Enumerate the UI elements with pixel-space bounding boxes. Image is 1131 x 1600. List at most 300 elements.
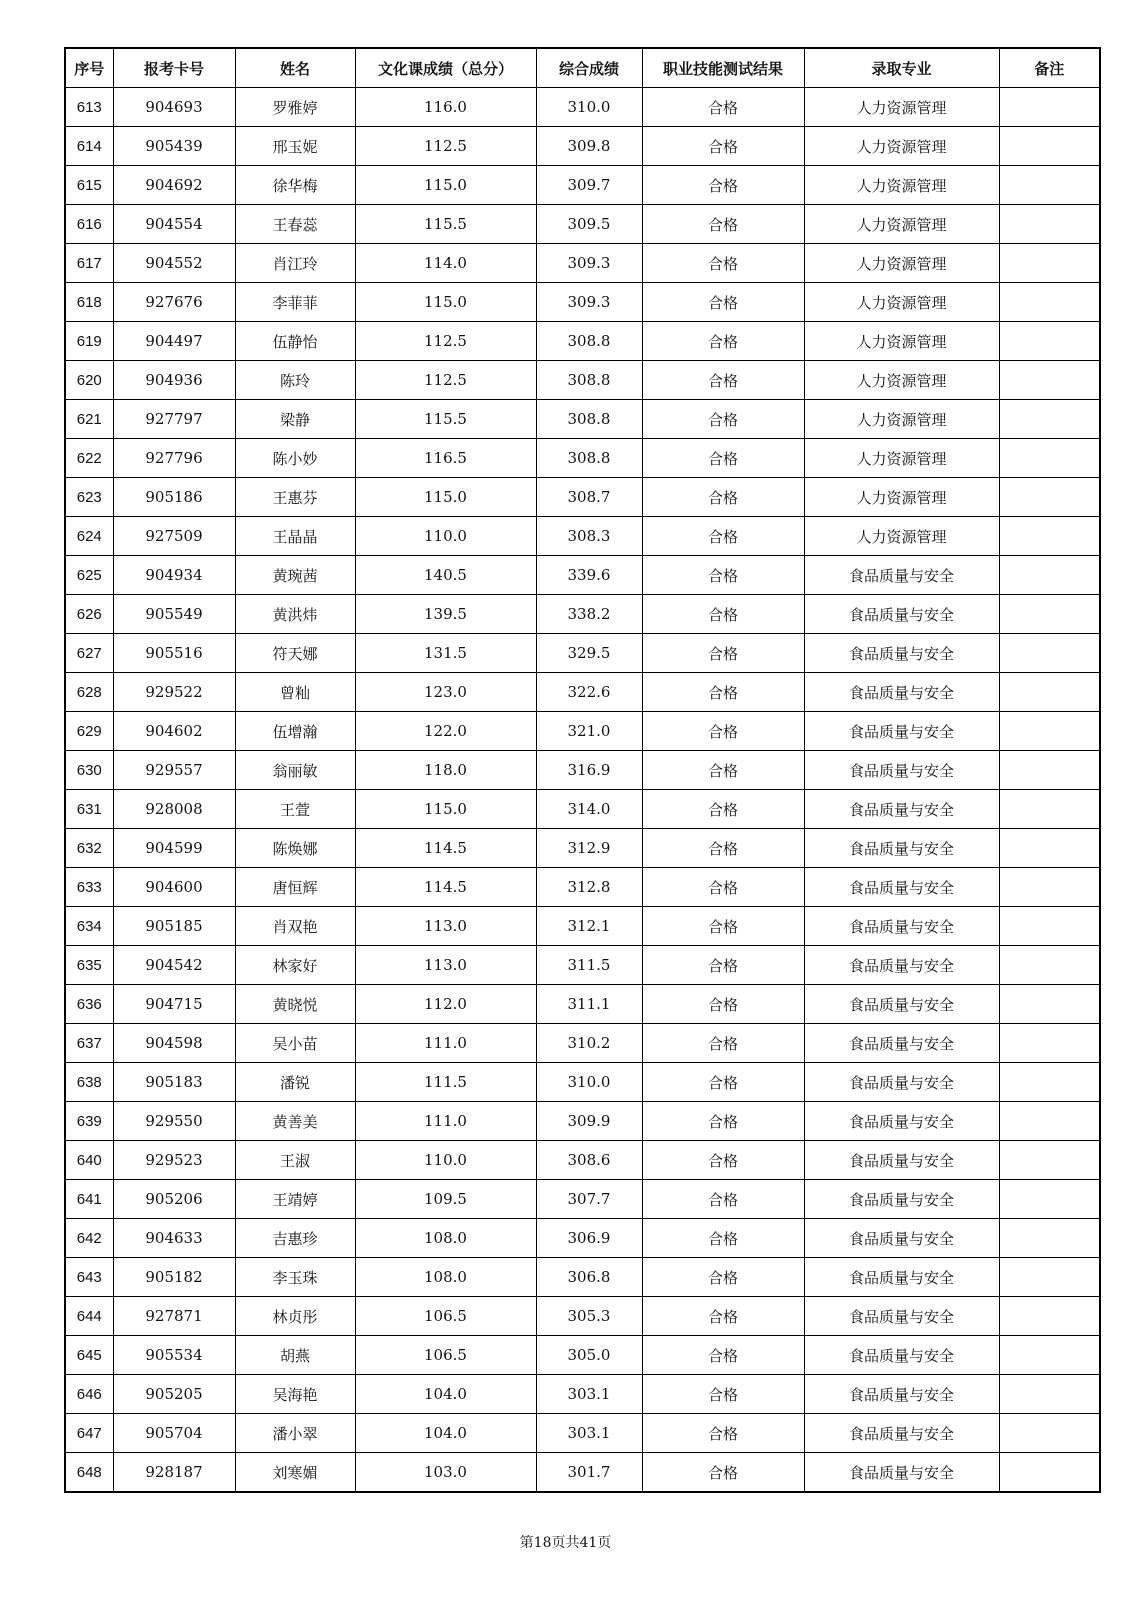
header-major: 录取专业 <box>804 48 999 88</box>
cell-seq: 628 <box>65 673 113 712</box>
cell-total-score: 308.6 <box>536 1141 642 1180</box>
cell-culture-score: 116.0 <box>355 88 536 127</box>
cell-culture-score: 104.0 <box>355 1375 536 1414</box>
cell-major: 食品质量与安全 <box>804 829 999 868</box>
cell-name: 吴小苗 <box>235 1024 355 1063</box>
cell-skill-test: 合格 <box>642 439 804 478</box>
cell-culture-score: 123.0 <box>355 673 536 712</box>
cell-major: 食品质量与安全 <box>804 595 999 634</box>
header-seq: 序号 <box>65 48 113 88</box>
cell-skill-test: 合格 <box>642 634 804 673</box>
cell-card-number: 928008 <box>113 790 235 829</box>
cell-seq: 625 <box>65 556 113 595</box>
cell-major: 人力资源管理 <box>804 400 999 439</box>
cell-culture-score: 115.5 <box>355 205 536 244</box>
table-row <box>65 1375 1100 1414</box>
cell-skill-test: 合格 <box>642 1219 804 1258</box>
cell-skill-test: 合格 <box>642 907 804 946</box>
cell-name: 潘锐 <box>235 1063 355 1102</box>
cell-total-score: 308.7 <box>536 478 642 517</box>
header-card-number: 报考卡号 <box>113 48 235 88</box>
cell-remarks <box>999 712 1100 751</box>
cell-name: 肖江玲 <box>235 244 355 283</box>
cell-card-number: 927796 <box>113 439 235 478</box>
cell-skill-test: 合格 <box>642 868 804 907</box>
cell-total-score: 305.0 <box>536 1336 642 1375</box>
table-row <box>65 1102 1100 1141</box>
cell-seq: 648 <box>65 1453 113 1493</box>
cell-major: 食品质量与安全 <box>804 907 999 946</box>
cell-skill-test: 合格 <box>642 322 804 361</box>
cell-card-number: 904715 <box>113 985 235 1024</box>
cell-major: 食品质量与安全 <box>804 1102 999 1141</box>
cell-card-number: 929522 <box>113 673 235 712</box>
cell-major: 人力资源管理 <box>804 205 999 244</box>
cell-skill-test: 合格 <box>642 88 804 127</box>
cell-remarks <box>999 595 1100 634</box>
cell-total-score: 309.3 <box>536 283 642 322</box>
table-row <box>65 1024 1100 1063</box>
table-row <box>65 673 1100 712</box>
cell-skill-test: 合格 <box>642 517 804 556</box>
cell-remarks <box>999 88 1100 127</box>
cell-remarks <box>999 1375 1100 1414</box>
cell-culture-score: 104.0 <box>355 1414 536 1453</box>
cell-culture-score: 111.0 <box>355 1024 536 1063</box>
cell-major: 食品质量与安全 <box>804 1258 999 1297</box>
cell-skill-test: 合格 <box>642 751 804 790</box>
cell-total-score: 311.5 <box>536 946 642 985</box>
cell-skill-test: 合格 <box>642 244 804 283</box>
cell-skill-test: 合格 <box>642 361 804 400</box>
cell-culture-score: 122.0 <box>355 712 536 751</box>
cell-major: 人力资源管理 <box>804 439 999 478</box>
cell-skill-test: 合格 <box>642 283 804 322</box>
cell-name: 徐华梅 <box>235 166 355 205</box>
cell-remarks <box>999 1219 1100 1258</box>
cell-culture-score: 115.0 <box>355 790 536 829</box>
table-row <box>65 790 1100 829</box>
cell-seq: 622 <box>65 439 113 478</box>
cell-culture-score: 114.5 <box>355 829 536 868</box>
cell-card-number: 927509 <box>113 517 235 556</box>
cell-remarks <box>999 829 1100 868</box>
cell-total-score: 321.0 <box>536 712 642 751</box>
cell-seq: 614 <box>65 127 113 166</box>
cell-name: 唐恒辉 <box>235 868 355 907</box>
cell-seq: 632 <box>65 829 113 868</box>
table-row <box>65 751 1100 790</box>
table-row <box>65 985 1100 1024</box>
header-name: 姓名 <box>235 48 355 88</box>
cell-seq: 623 <box>65 478 113 517</box>
cell-remarks <box>999 751 1100 790</box>
cell-total-score: 306.9 <box>536 1219 642 1258</box>
cell-major: 食品质量与安全 <box>804 751 999 790</box>
cell-total-score: 309.8 <box>536 127 642 166</box>
cell-name: 王惠芬 <box>235 478 355 517</box>
cell-seq: 616 <box>65 205 113 244</box>
cell-name: 林贞彤 <box>235 1297 355 1336</box>
cell-card-number: 904598 <box>113 1024 235 1063</box>
cell-culture-score: 112.5 <box>355 322 536 361</box>
cell-total-score: 309.7 <box>536 166 642 205</box>
cell-remarks <box>999 361 1100 400</box>
cell-card-number: 905205 <box>113 1375 235 1414</box>
cell-skill-test: 合格 <box>642 1336 804 1375</box>
cell-name: 吉惠珍 <box>235 1219 355 1258</box>
cell-seq: 630 <box>65 751 113 790</box>
cell-skill-test: 合格 <box>642 127 804 166</box>
table-row <box>65 439 1100 478</box>
cell-total-score: 329.5 <box>536 634 642 673</box>
cell-total-score: 309.5 <box>536 205 642 244</box>
cell-name: 王春蕊 <box>235 205 355 244</box>
table-row <box>65 361 1100 400</box>
cell-total-score: 309.9 <box>536 1102 642 1141</box>
cell-skill-test: 合格 <box>642 556 804 595</box>
cell-major: 食品质量与安全 <box>804 985 999 1024</box>
table-row <box>65 400 1100 439</box>
cell-card-number: 905185 <box>113 907 235 946</box>
cell-culture-score: 115.0 <box>355 166 536 205</box>
cell-skill-test: 合格 <box>642 712 804 751</box>
cell-culture-score: 118.0 <box>355 751 536 790</box>
table-row <box>65 1063 1100 1102</box>
cell-major: 人力资源管理 <box>804 517 999 556</box>
table-row <box>65 907 1100 946</box>
header-remarks: 备注 <box>999 48 1100 88</box>
cell-total-score: 308.3 <box>536 517 642 556</box>
cell-seq: 613 <box>65 88 113 127</box>
cell-card-number: 929557 <box>113 751 235 790</box>
cell-seq: 643 <box>65 1258 113 1297</box>
cell-name: 陈小妙 <box>235 439 355 478</box>
cell-remarks <box>999 1180 1100 1219</box>
cell-seq: 636 <box>65 985 113 1024</box>
cell-total-score: 339.6 <box>536 556 642 595</box>
cell-seq: 639 <box>65 1102 113 1141</box>
cell-card-number: 904692 <box>113 166 235 205</box>
cell-skill-test: 合格 <box>642 166 804 205</box>
cell-skill-test: 合格 <box>642 829 804 868</box>
cell-skill-test: 合格 <box>642 1024 804 1063</box>
cell-major: 食品质量与安全 <box>804 1336 999 1375</box>
cell-name: 陈玲 <box>235 361 355 400</box>
cell-seq: 618 <box>65 283 113 322</box>
cell-skill-test: 合格 <box>642 1102 804 1141</box>
cell-major: 人力资源管理 <box>804 361 999 400</box>
cell-name: 黄琬茜 <box>235 556 355 595</box>
header-row <box>65 48 1100 88</box>
cell-seq: 621 <box>65 400 113 439</box>
cell-name: 伍静怡 <box>235 322 355 361</box>
cell-card-number: 904934 <box>113 556 235 595</box>
cell-card-number: 905182 <box>113 1258 235 1297</box>
cell-seq: 629 <box>65 712 113 751</box>
cell-culture-score: 110.0 <box>355 1141 536 1180</box>
cell-total-score: 322.6 <box>536 673 642 712</box>
cell-culture-score: 116.5 <box>355 439 536 478</box>
table-row <box>65 283 1100 322</box>
cell-card-number: 904633 <box>113 1219 235 1258</box>
cell-total-score: 308.8 <box>536 400 642 439</box>
table-row <box>65 1141 1100 1180</box>
cell-major: 食品质量与安全 <box>804 556 999 595</box>
cell-name: 吴海艳 <box>235 1375 355 1414</box>
cell-total-score: 308.8 <box>536 361 642 400</box>
cell-remarks <box>999 556 1100 595</box>
cell-card-number: 904602 <box>113 712 235 751</box>
cell-card-number: 904497 <box>113 322 235 361</box>
cell-seq: 644 <box>65 1297 113 1336</box>
cell-major: 食品质量与安全 <box>804 790 999 829</box>
cell-skill-test: 合格 <box>642 673 804 712</box>
cell-total-score: 308.8 <box>536 439 642 478</box>
cell-total-score: 310.0 <box>536 88 642 127</box>
cell-card-number: 905534 <box>113 1336 235 1375</box>
cell-name: 邢玉妮 <box>235 127 355 166</box>
cell-culture-score: 106.5 <box>355 1336 536 1375</box>
cell-seq: 641 <box>65 1180 113 1219</box>
cell-name: 黄晓悦 <box>235 985 355 1024</box>
cell-seq: 619 <box>65 322 113 361</box>
cell-total-score: 310.0 <box>536 1063 642 1102</box>
cell-name: 王淑 <box>235 1141 355 1180</box>
cell-skill-test: 合格 <box>642 1453 804 1493</box>
cell-seq: 620 <box>65 361 113 400</box>
cell-card-number: 927871 <box>113 1297 235 1336</box>
cell-remarks <box>999 283 1100 322</box>
cell-major: 食品质量与安全 <box>804 1453 999 1493</box>
cell-major: 食品质量与安全 <box>804 1297 999 1336</box>
cell-culture-score: 108.0 <box>355 1219 536 1258</box>
header-culture-score: 文化课成绩（总分） <box>355 48 536 88</box>
cell-culture-score: 115.5 <box>355 400 536 439</box>
cell-remarks <box>999 205 1100 244</box>
cell-skill-test: 合格 <box>642 1180 804 1219</box>
table-row <box>65 712 1100 751</box>
table-row <box>65 322 1100 361</box>
cell-major: 食品质量与安全 <box>804 1219 999 1258</box>
cell-remarks <box>999 439 1100 478</box>
table-row <box>65 88 1100 127</box>
cell-seq: 637 <box>65 1024 113 1063</box>
cell-card-number: 927797 <box>113 400 235 439</box>
cell-remarks <box>999 1414 1100 1453</box>
table-row <box>65 1180 1100 1219</box>
cell-total-score: 309.3 <box>536 244 642 283</box>
cell-culture-score: 106.5 <box>355 1297 536 1336</box>
cell-remarks <box>999 1102 1100 1141</box>
cell-name: 王靖婷 <box>235 1180 355 1219</box>
cell-major: 食品质量与安全 <box>804 634 999 673</box>
cell-seq: 624 <box>65 517 113 556</box>
cell-skill-test: 合格 <box>642 985 804 1024</box>
cell-major: 食品质量与安全 <box>804 1180 999 1219</box>
cell-major: 食品质量与安全 <box>804 868 999 907</box>
cell-culture-score: 103.0 <box>355 1453 536 1493</box>
cell-name: 伍增瀚 <box>235 712 355 751</box>
cell-name: 肖双艳 <box>235 907 355 946</box>
cell-card-number: 928187 <box>113 1453 235 1493</box>
cell-major: 人力资源管理 <box>804 244 999 283</box>
header-total-score: 综合成绩 <box>536 48 642 88</box>
cell-major: 食品质量与安全 <box>804 712 999 751</box>
cell-culture-score: 112.5 <box>355 361 536 400</box>
cell-major: 食品质量与安全 <box>804 1024 999 1063</box>
cell-card-number: 904600 <box>113 868 235 907</box>
cell-remarks <box>999 1063 1100 1102</box>
cell-card-number: 904599 <box>113 829 235 868</box>
cell-remarks <box>999 478 1100 517</box>
cell-seq: 634 <box>65 907 113 946</box>
cell-name: 符天娜 <box>235 634 355 673</box>
cell-remarks <box>999 673 1100 712</box>
table-row <box>65 556 1100 595</box>
cell-remarks <box>999 1141 1100 1180</box>
cell-remarks <box>999 244 1100 283</box>
cell-major: 食品质量与安全 <box>804 1414 999 1453</box>
table-row <box>65 127 1100 166</box>
cell-skill-test: 合格 <box>642 1063 804 1102</box>
cell-remarks <box>999 1297 1100 1336</box>
cell-seq: 617 <box>65 244 113 283</box>
cell-culture-score: 113.0 <box>355 946 536 985</box>
cell-remarks <box>999 634 1100 673</box>
cell-major: 食品质量与安全 <box>804 1063 999 1102</box>
cell-major: 人力资源管理 <box>804 88 999 127</box>
cell-culture-score: 113.0 <box>355 907 536 946</box>
table-row <box>65 205 1100 244</box>
cell-culture-score: 115.0 <box>355 283 536 322</box>
cell-card-number: 905549 <box>113 595 235 634</box>
cell-card-number: 905516 <box>113 634 235 673</box>
cell-name: 李菲菲 <box>235 283 355 322</box>
cell-remarks <box>999 517 1100 556</box>
cell-seq: 646 <box>65 1375 113 1414</box>
admission-table <box>64 47 1101 1493</box>
cell-card-number: 904936 <box>113 361 235 400</box>
cell-total-score: 316.9 <box>536 751 642 790</box>
cell-total-score: 310.2 <box>536 1024 642 1063</box>
cell-name: 翁丽敏 <box>235 751 355 790</box>
cell-seq: 640 <box>65 1141 113 1180</box>
cell-seq: 633 <box>65 868 113 907</box>
table-row <box>65 517 1100 556</box>
cell-name: 罗雅婷 <box>235 88 355 127</box>
cell-seq: 626 <box>65 595 113 634</box>
table-row <box>65 1297 1100 1336</box>
cell-name: 梁静 <box>235 400 355 439</box>
cell-major: 食品质量与安全 <box>804 673 999 712</box>
cell-total-score: 305.3 <box>536 1297 642 1336</box>
cell-total-score: 303.1 <box>536 1414 642 1453</box>
cell-seq: 635 <box>65 946 113 985</box>
header-skill-test: 职业技能测试结果 <box>642 48 804 88</box>
cell-skill-test: 合格 <box>642 400 804 439</box>
cell-card-number: 905183 <box>113 1063 235 1102</box>
cell-culture-score: 140.5 <box>355 556 536 595</box>
cell-remarks <box>999 1258 1100 1297</box>
cell-seq: 647 <box>65 1414 113 1453</box>
cell-name: 黄洪炜 <box>235 595 355 634</box>
cell-card-number: 904542 <box>113 946 235 985</box>
cell-card-number: 929523 <box>113 1141 235 1180</box>
table-row <box>65 595 1100 634</box>
cell-remarks <box>999 1024 1100 1063</box>
cell-major: 人力资源管理 <box>804 283 999 322</box>
table-row <box>65 829 1100 868</box>
cell-name: 曾籼 <box>235 673 355 712</box>
cell-name: 林家好 <box>235 946 355 985</box>
cell-total-score: 308.8 <box>536 322 642 361</box>
cell-remarks <box>999 868 1100 907</box>
cell-seq: 627 <box>65 634 113 673</box>
cell-total-score: 312.9 <box>536 829 642 868</box>
cell-total-score: 338.2 <box>536 595 642 634</box>
cell-seq: 631 <box>65 790 113 829</box>
cell-skill-test: 合格 <box>642 1141 804 1180</box>
cell-card-number: 905439 <box>113 127 235 166</box>
cell-skill-test: 合格 <box>642 946 804 985</box>
cell-card-number: 929550 <box>113 1102 235 1141</box>
cell-seq: 642 <box>65 1219 113 1258</box>
cell-name: 王晶晶 <box>235 517 355 556</box>
cell-skill-test: 合格 <box>642 595 804 634</box>
table-row <box>65 1258 1100 1297</box>
cell-major: 人力资源管理 <box>804 166 999 205</box>
cell-skill-test: 合格 <box>642 205 804 244</box>
cell-culture-score: 112.5 <box>355 127 536 166</box>
cell-total-score: 314.0 <box>536 790 642 829</box>
cell-culture-score: 110.0 <box>355 517 536 556</box>
cell-skill-test: 合格 <box>642 478 804 517</box>
cell-card-number: 904552 <box>113 244 235 283</box>
cell-skill-test: 合格 <box>642 1297 804 1336</box>
cell-remarks <box>999 322 1100 361</box>
cell-skill-test: 合格 <box>642 1375 804 1414</box>
cell-major: 人力资源管理 <box>804 478 999 517</box>
cell-name: 潘小翠 <box>235 1414 355 1453</box>
cell-remarks <box>999 1336 1100 1375</box>
cell-name: 李玉珠 <box>235 1258 355 1297</box>
cell-seq: 615 <box>65 166 113 205</box>
cell-culture-score: 109.5 <box>355 1180 536 1219</box>
cell-card-number: 905206 <box>113 1180 235 1219</box>
cell-remarks <box>999 166 1100 205</box>
table-row <box>65 478 1100 517</box>
table-row <box>65 868 1100 907</box>
cell-remarks <box>999 985 1100 1024</box>
cell-total-score: 306.8 <box>536 1258 642 1297</box>
cell-total-score: 311.1 <box>536 985 642 1024</box>
cell-name: 刘寒媚 <box>235 1453 355 1493</box>
table-row <box>65 946 1100 985</box>
cell-culture-score: 112.0 <box>355 985 536 1024</box>
cell-major: 人力资源管理 <box>804 127 999 166</box>
cell-card-number: 905704 <box>113 1414 235 1453</box>
cell-name: 胡燕 <box>235 1336 355 1375</box>
table-row <box>65 166 1100 205</box>
cell-card-number: 904554 <box>113 205 235 244</box>
cell-culture-score: 114.0 <box>355 244 536 283</box>
cell-seq: 645 <box>65 1336 113 1375</box>
cell-remarks <box>999 946 1100 985</box>
cell-skill-test: 合格 <box>642 1258 804 1297</box>
page-number: 第18页共41页 <box>519 1535 612 1551</box>
cell-culture-score: 111.5 <box>355 1063 536 1102</box>
